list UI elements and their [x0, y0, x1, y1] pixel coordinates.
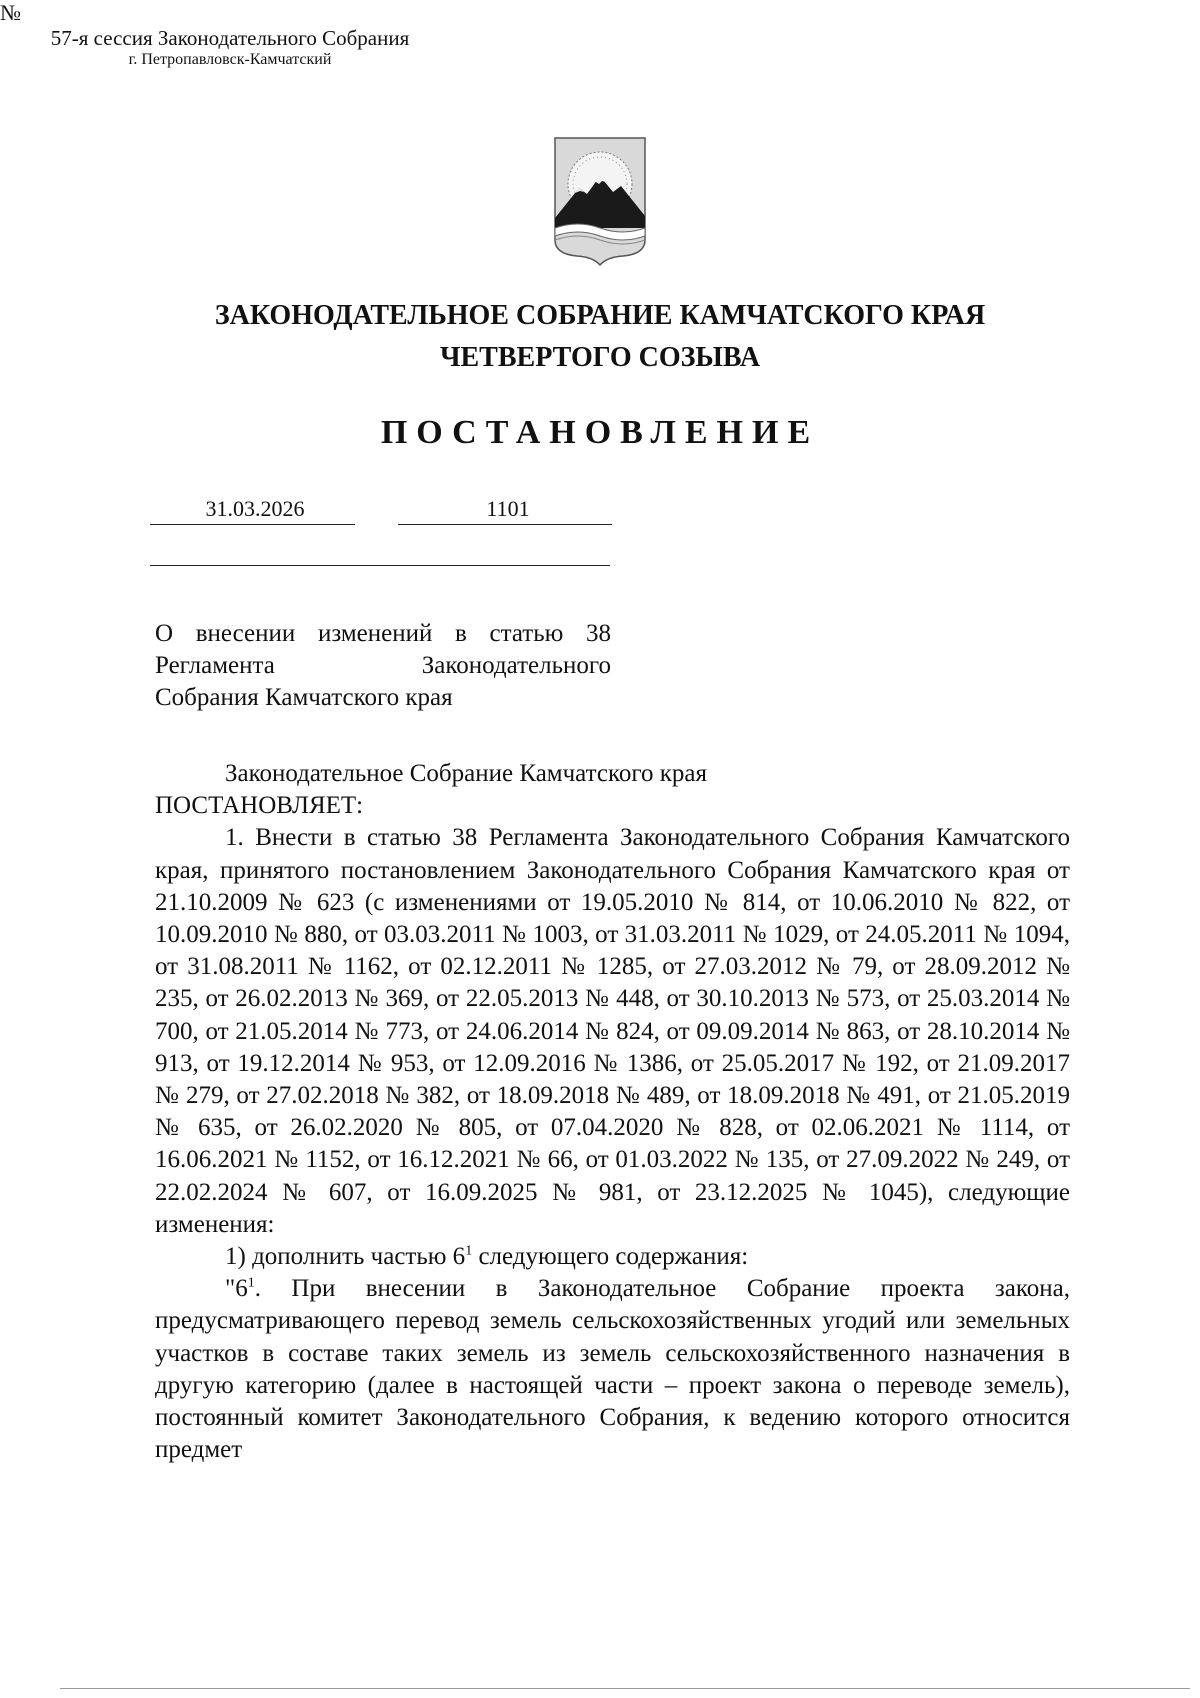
session-underline [150, 565, 610, 566]
preamble: Законодательное Собрание Камчатского края [225, 760, 707, 787]
coat-of-arms-icon [553, 136, 647, 266]
item-1-paragraph: 1. Внести в статью 38 Регламента Законодательного Собрания Камчатского края, принятого постановлением Законодательного Собрания Камчатского края от 21.10.2009 № 623 (с изменениями от 19.05.2010 № 814, от 10.06.2010 № 822, от 10.09.2010 № 880, от 03.03.2011 № 1003, от 31.03.2011 № 1029, от 24.05.2011 № 1094, от 31.08.2011 № 1162, от 02.12.2011 № 1285, от 27.03.2012 № 79, от 28.09.2012 № 235, от 26.02.2013 № 369, от 22.05.2013 № 448, от 30.10.2013 № 573, от 25.03.2014 № 700, от 21.05.2014 № 773, от 24.06.2014 № 824, от 09.09.2014 № 863, от 28.10.2014 № 913, от 19.12.2014 № 953, от 12.09.2016 № 1386, от 25.05.2017 № 192, от 21.09.2017 № 279, от 27.02.2018 № 382, от 18.09.2018 № 489, от 18.09.2018 № 491, от 21.05.2019 № 635, от 26.02.2020 № 805, от 07.04.2020 № 828, от 02.06.2021 № 1114, от 16.06.2021 № 1152, от 16.12.2021 № 66, от 01.03.2022 № 135, от 27.09.2022 № 249, от 22.02.2024 № 607, от 16.09.2025 № 981, от 23.12.2025 № 1045), следующие изменения: [155, 824, 1070, 1238]
organization-name: ЗАКОНОДАТЕЛЬНОЕ СОБРАНИЕ КАМЧАТСКОГО КРАЯ [214, 300, 986, 331]
convocation: ЧЕТВЕРТОГО СОЗЫВА [439, 342, 761, 373]
subject-line: Собрания Камчатского края [155, 684, 453, 711]
superscript: 1 [247, 1275, 255, 1291]
quote-start: "6 [225, 1275, 248, 1303]
quoted-part-paragraph [155, 1273, 1070, 1466]
resolves-word: ПОСТАНОВЛЯЕТ: [155, 792, 364, 820]
number-sign: № [0, 0, 21, 25]
subject-line: О внесении изменений в статью 38 [155, 620, 611, 647]
page-bottom-line [60, 1688, 1190, 1689]
city-name: г. Петропавловск-Камчатский [128, 51, 332, 68]
subitem-1-text: 1) дополнить частью 6 [225, 1243, 466, 1271]
resolution-subject [155, 618, 611, 714]
superscript: 1 [465, 1243, 473, 1259]
resolution-body [155, 758, 1070, 1466]
session-info: 57-я сессия Законодательного Собрания [50, 26, 410, 50]
subitem-1-text-end: следующего содержания: [472, 1243, 749, 1271]
document-type-title: ПОСТАНОВЛЕНИЕ [380, 414, 820, 451]
resolution-date: 31.03.2026 [205, 496, 305, 521]
quote-text: . При внесении в Законодательное Собрание проекта закона, предусматривающего перевод земель сельскохозяйственных угодий или земельных участков в составе таких земель из земель сельскохозяйственного назначения в другую категорию (далее в настоящей части – проект закона о переводе земель), постоянный комитет Законодательного Собрания, к ведению которого относится предмет [155, 1275, 1070, 1464]
subject-line: Регламента Законодательного [155, 652, 611, 679]
subitem-1-paragraph [155, 1241, 1070, 1273]
number-underline [398, 524, 612, 525]
resolution-number: 1101 [486, 496, 530, 521]
date-underline [150, 524, 355, 525]
